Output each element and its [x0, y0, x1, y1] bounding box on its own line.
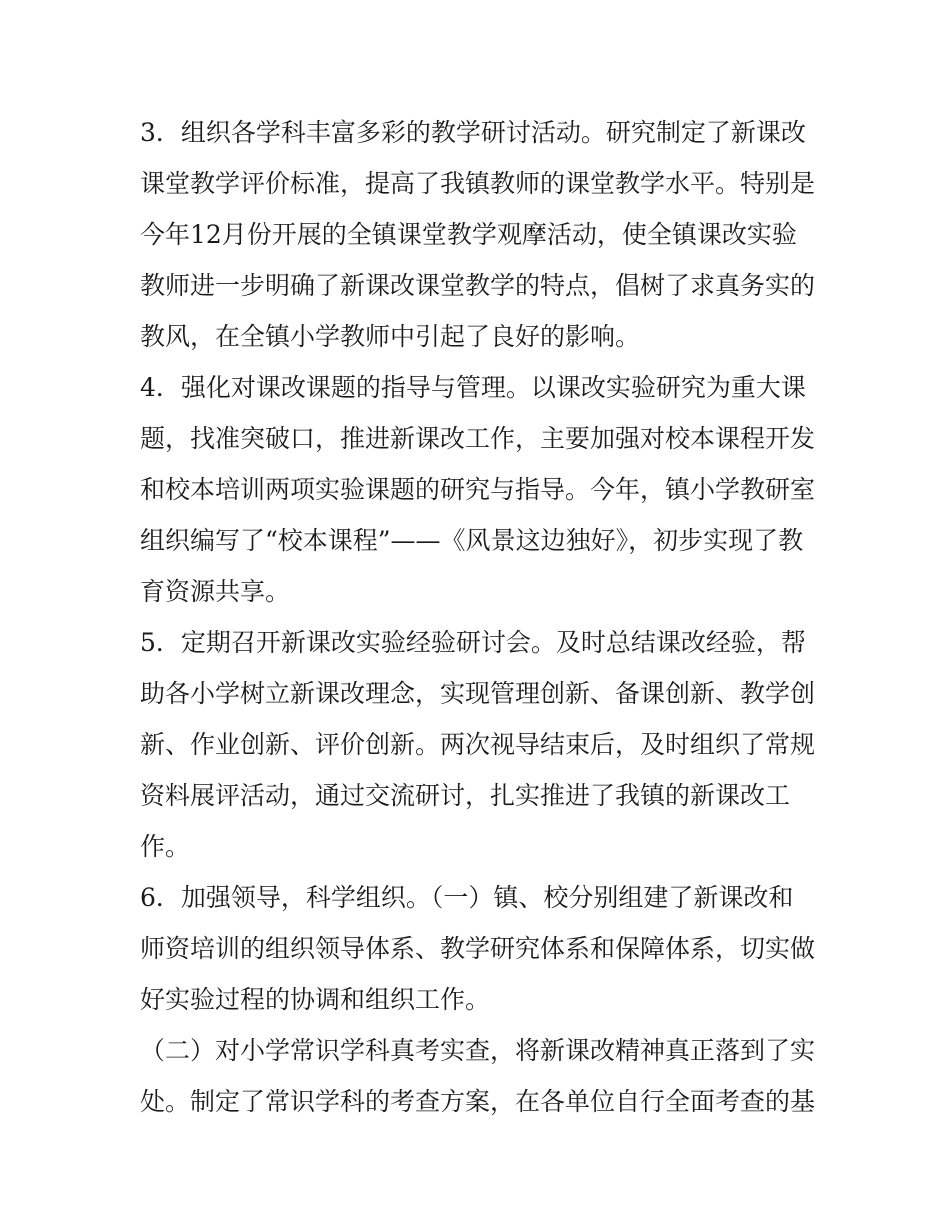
text-line: 组织编写了“校本课程”——《风景这边独好》，初步实现了教 — [140, 526, 804, 555]
text-line: 6．加强领导，科学组织。（一）镇、校分别组建了新课改和 — [140, 883, 794, 912]
text-line: 3．组织各学科丰富多彩的教学研讨活动。研究制定了新课改 — [140, 118, 806, 147]
text-line: 课堂教学评价标准，提高了我镇教师的课堂教学水平。特别是 — [140, 169, 816, 198]
text-line: 助各小学树立新课改理念，实现管理创新、备课创新、教学创 — [140, 679, 816, 708]
text-line: 和校本培训两项实验课题的研究与指导。今年，镇小学教研室 — [140, 475, 816, 504]
text-line: 教师进一步明确了新课改课堂教学的特点，倡树了求真务实的 — [140, 271, 816, 300]
text-line: 资料展评活动，通过交流研讨，扎实推进了我镇的新课改工 — [140, 781, 791, 810]
text-line: 5．定期召开新课改实验经验研讨会。及时总结课改经验，帮 — [140, 628, 806, 657]
text-line: （二）对小学常识学科真考实查，将新课改精神真正落到了实 — [140, 1036, 816, 1065]
text-line: 处。制定了常识学科的考查方案，在各单位自行全面考查的基 — [140, 1087, 816, 1116]
text-line: 好实验过程的协调和组织工作。 — [140, 985, 491, 1014]
text-line: 新、作业创新、评价创新。两次视导结束后，及时组织了常规 — [140, 730, 816, 759]
text-line: 育资源共享。 — [140, 577, 291, 606]
document-body — [140, 107, 820, 1127]
text-line: 作。 — [140, 832, 191, 861]
text-line: 4．强化对课改课题的指导与管理。以课改实验研究为重大课 — [140, 373, 806, 402]
text-line: 教风，在全镇小学教师中引起了良好的影响。 — [140, 322, 641, 351]
text-line: 题，找准突破口，推进新课改工作，主要加强对校本课程开发 — [140, 424, 816, 453]
text-line: 今年12月份开展的全镇课堂教学观摩活动，使全镇课改实验 — [140, 220, 797, 249]
text-line: 师资培训的组织领导体系、教学研究体系和保障体系，切实做 — [140, 934, 816, 963]
